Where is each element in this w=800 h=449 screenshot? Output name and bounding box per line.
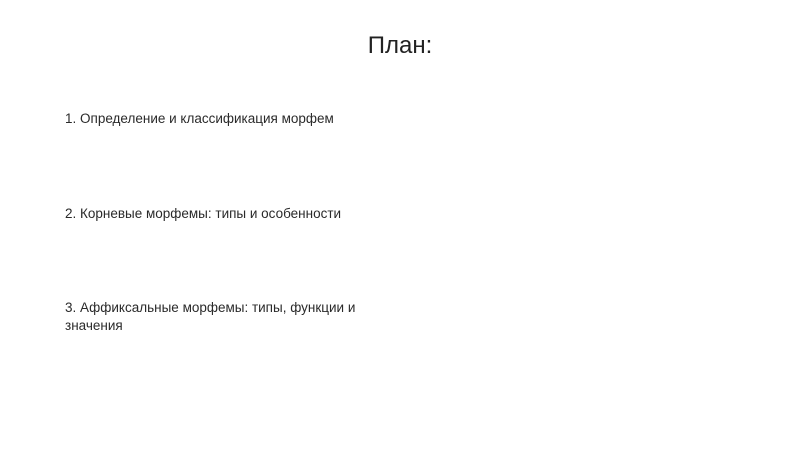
plan-item-1: 1. Определение и классификация морфем — [65, 111, 334, 126]
plan-item-3: 3. Аффиксальные морфемы: типы, функции и значения — [65, 300, 356, 333]
slide-title: План: — [367, 32, 433, 59]
plan-item-2: 2. Корневые морфемы: типы и особенности — [65, 206, 342, 221]
